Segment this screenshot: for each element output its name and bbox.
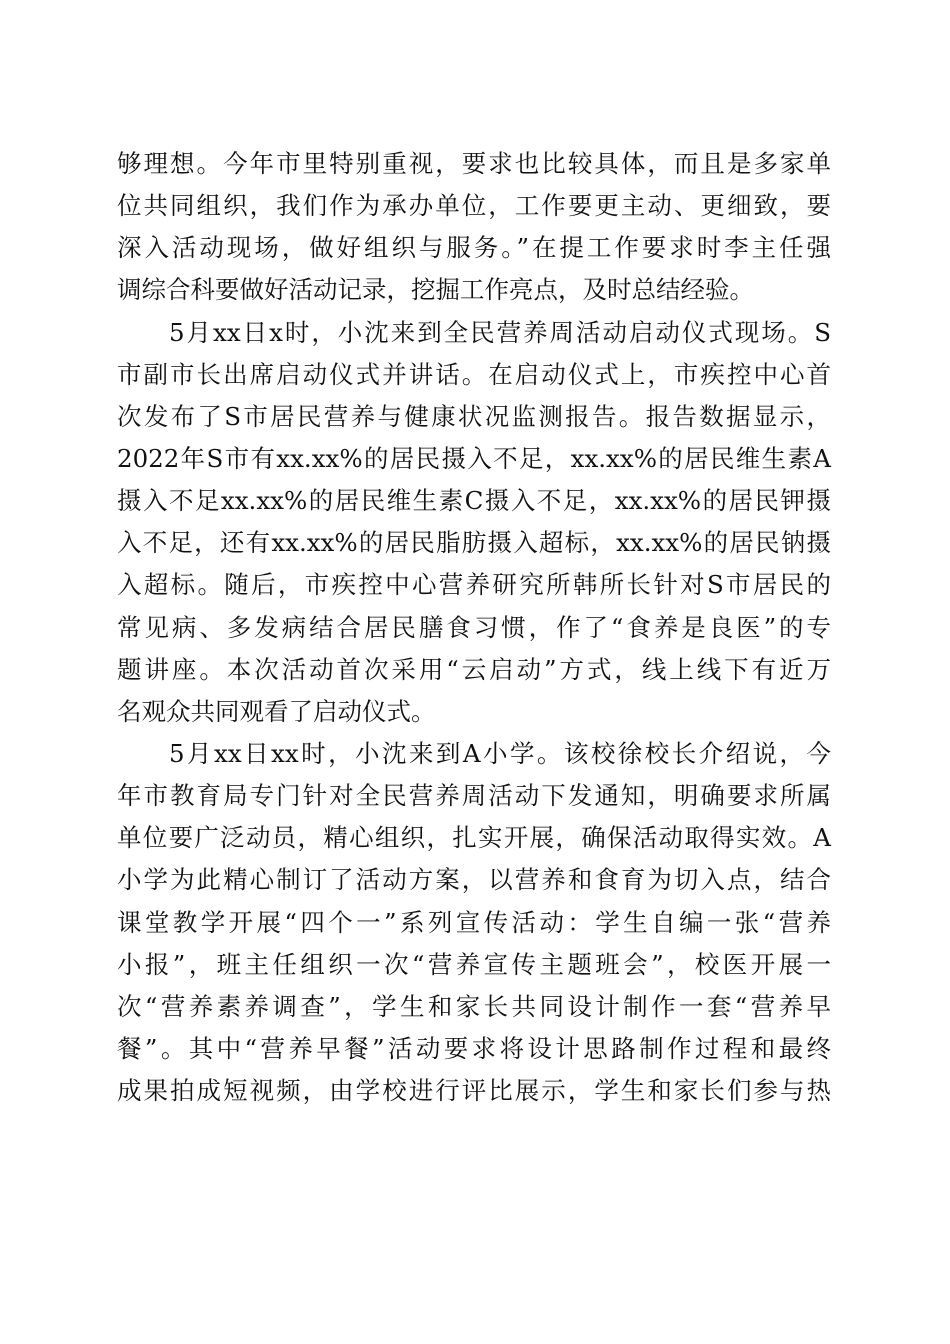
text-line: 5月xx日x时，小沈来到全民营养周活动启动仪式现场。S bbox=[169, 317, 831, 347]
text-line: 常见病、多发病结合居民膳食习惯，作了“食养是良医”的专 bbox=[117, 612, 831, 642]
text-line: 次发布了S市居民营养与健康状况监测报告。报告数据显示， bbox=[117, 401, 831, 431]
text-line: 成果拍成短视频，由学校进行评比展示，学生和家长们参与热 bbox=[117, 1076, 831, 1106]
body-text bbox=[117, 143, 831, 1112]
text-line: 次“营养素养调查”，学生和家长共同设计制作一套“营养早 bbox=[117, 991, 831, 1021]
text-line: 课堂教学开展“四个一”系列宣传活动：学生自编一张“营养 bbox=[117, 907, 831, 937]
text-line: 市副市长出席启动仪式并讲话。在启动仪式上，市疾控中心首 bbox=[117, 359, 831, 389]
text-line: 调综合科要做好活动记录，挖掘工作亮点，及时总结经验。 bbox=[117, 275, 754, 305]
text-line: 深入活动现场，做好组织与服务。”在提工作要求时李主任强 bbox=[117, 233, 831, 263]
text-line: 2022年S市有xx.xx%的居民摄入不足，xx.xx%的居民维生素A bbox=[117, 443, 831, 473]
text-line: 名观众共同观看了启动仪式。 bbox=[117, 696, 436, 726]
text-line: 够理想。今年市里特别重视，要求也比较具体，而且是多家单 bbox=[117, 149, 831, 178]
text-line: 小报”，班主任组织一次“营养宣传主题班会”，校医开展一 bbox=[117, 949, 831, 979]
text-line: 单位要广泛动员，精心组织，扎实开展，确保活动取得实效。A bbox=[117, 823, 831, 853]
text-line: 入不足，还有xx.xx%的居民脂肪摄入超标，xx.xx%的居民钠摄 bbox=[117, 528, 831, 558]
text-line: 位共同组织，我们作为承办单位，工作要更主动、更细致，要 bbox=[117, 191, 831, 221]
text-line: 5月xx日xx时，小沈来到A小学。该校徐校长介绍说，今 bbox=[169, 738, 831, 768]
text-line: 摄入不足xx.xx%的居民维生素C摄入不足，xx.xx%的居民钾摄 bbox=[117, 486, 831, 516]
text-line: 年市教育局专门针对全民营养周活动下发通知，明确要求所属 bbox=[117, 781, 831, 811]
text-line: 餐”。其中“营养早餐”活动要求将设计思路制作过程和最终 bbox=[117, 1033, 831, 1063]
text-line: 小学为此精心制订了活动方案，以营养和食育为切入点，结合 bbox=[117, 865, 831, 895]
text-line: 题讲座。本次活动首次采用“云启动”方式，线上线下有近万 bbox=[117, 654, 831, 684]
text-line: 入超标。随后，市疾控中心营养研究所韩所长针对S市居民的 bbox=[117, 570, 831, 600]
